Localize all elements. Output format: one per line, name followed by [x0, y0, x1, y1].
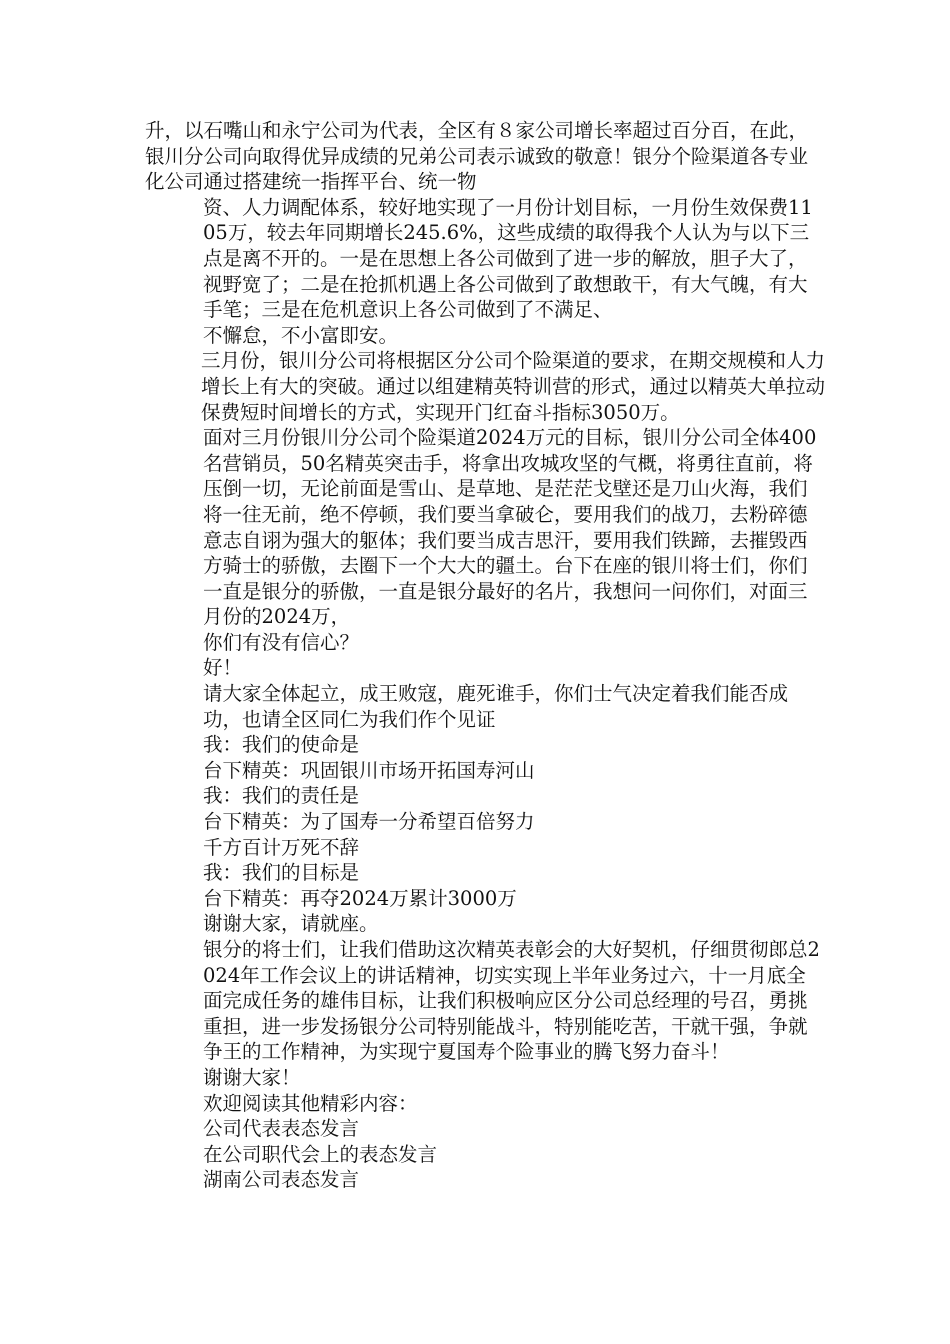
paragraph-5: 面对三月份银川分公司个险渠道2024万元的目标，银川分公司全体400名营销员，50名精英突击手，将拿出攻城攻坚的气概，将勇往直前，将压倒一切，无论前面是雪山、是草地、是茫茫戈壁还是刀山火海，我们将一往无前，绝不停顿，我们要当拿破仑，要用我们的战刀，去粉碎德意志自诩为强大的躯体；我们要当成吉思汗，要用我们铁蹄，去摧毁西方骑士的骄傲，去圈下一个大大的疆土。台下在座的银川将士们，你们一直是银分的骄傲，一直是银分最好的名片，我想问一问你们，对面三月份的2024万， — [203, 426, 817, 629]
related-link-1[interactable]: 公司代表表态发言 — [203, 1117, 360, 1141]
paragraph-18: 谢谢大家！ — [203, 1065, 301, 1089]
paragraph-13: 千方百计万死不辞 — [203, 835, 360, 859]
paragraph-12: 台下精英：为了国寿一分希望百倍努力 — [203, 810, 535, 834]
paragraph-16: 谢谢大家，请就座。 — [203, 912, 379, 936]
paragraph-14: 我：我们的目标是 — [203, 861, 360, 885]
paragraph-2: 资、人力调配体系，较好地实现了一月份计划目标，一月份生效保费1105万，较去年同期增长245.6%，这些成绩的取得我个人认为与以下三点是离不开的。一是在思想上各公司做到了进一步的解放，胆子大了，视野宽了；二是在抢抓机遇上各公司做到了敢想敢干，有大气魄，有大手笔；三是在危机意识上各公司做到了不满足、 — [203, 195, 813, 322]
paragraph-1: 升，以石嘴山和永宁公司为代表，全区有８家公司增长率超过百分百，在此，银川分公司向取得优异成绩的兄弟公司表示诚致的敬意！银分个险渠道各专业化公司通过搭建统一指挥平台、统一物 — [145, 119, 809, 194]
related-link-2[interactable]: 在公司职代会上的表态发言 — [203, 1142, 438, 1166]
paragraph-10: 台下精英：巩固银川市场开拓国寿河山 — [203, 758, 535, 782]
paragraph-17: 银分的将士们，让我们借助这次精英表彰会的大好契机，仔细贯彻郎总2024年工作会议上的讲话精神，切实实现上半年业务过六，十一月底全面完成任务的雄伟目标，让我们积极响应区分公司总经理的号召，勇挑重担，进一步发扬银分公司特别能战斗，特别能吃苦，干就干强，争就争王的工作精神，为实现宁夏国寿个险事业的腾飞努力奋斗！ — [203, 938, 820, 1064]
paragraph-7: 好！ — [203, 656, 243, 680]
paragraph-11: 我：我们的责任是 — [203, 784, 360, 808]
paragraph-15: 台下精英：再夺2024万累计3000万 — [203, 886, 517, 910]
paragraph-4: 三月份，银川分公司将根据区分公司个险渠道的要求，在期交规模和人力增长上有大的突破。通过以组建精英特训营的形式，通过以精英大单拉动保费短时间增长的方式，实现开门红奋斗指标3050万。 — [201, 349, 826, 424]
document-body — [145, 118, 825, 1193]
related-link-3[interactable]: 湖南公司表态发言 — [203, 1168, 360, 1192]
paragraph-19: 欢迎阅读其他精彩内容： — [203, 1091, 418, 1115]
paragraph-6: 你们有没有信心？ — [203, 630, 360, 654]
paragraph-8: 请大家全体起立，成王败寇，鹿死谁手，你们士气决定着我们能否成功，也请全区同仁为我们作个见证 — [203, 682, 789, 731]
paragraph-9: 我：我们的使命是 — [203, 733, 360, 757]
paragraph-3: 不懈怠，不小富即安。 — [203, 323, 399, 347]
